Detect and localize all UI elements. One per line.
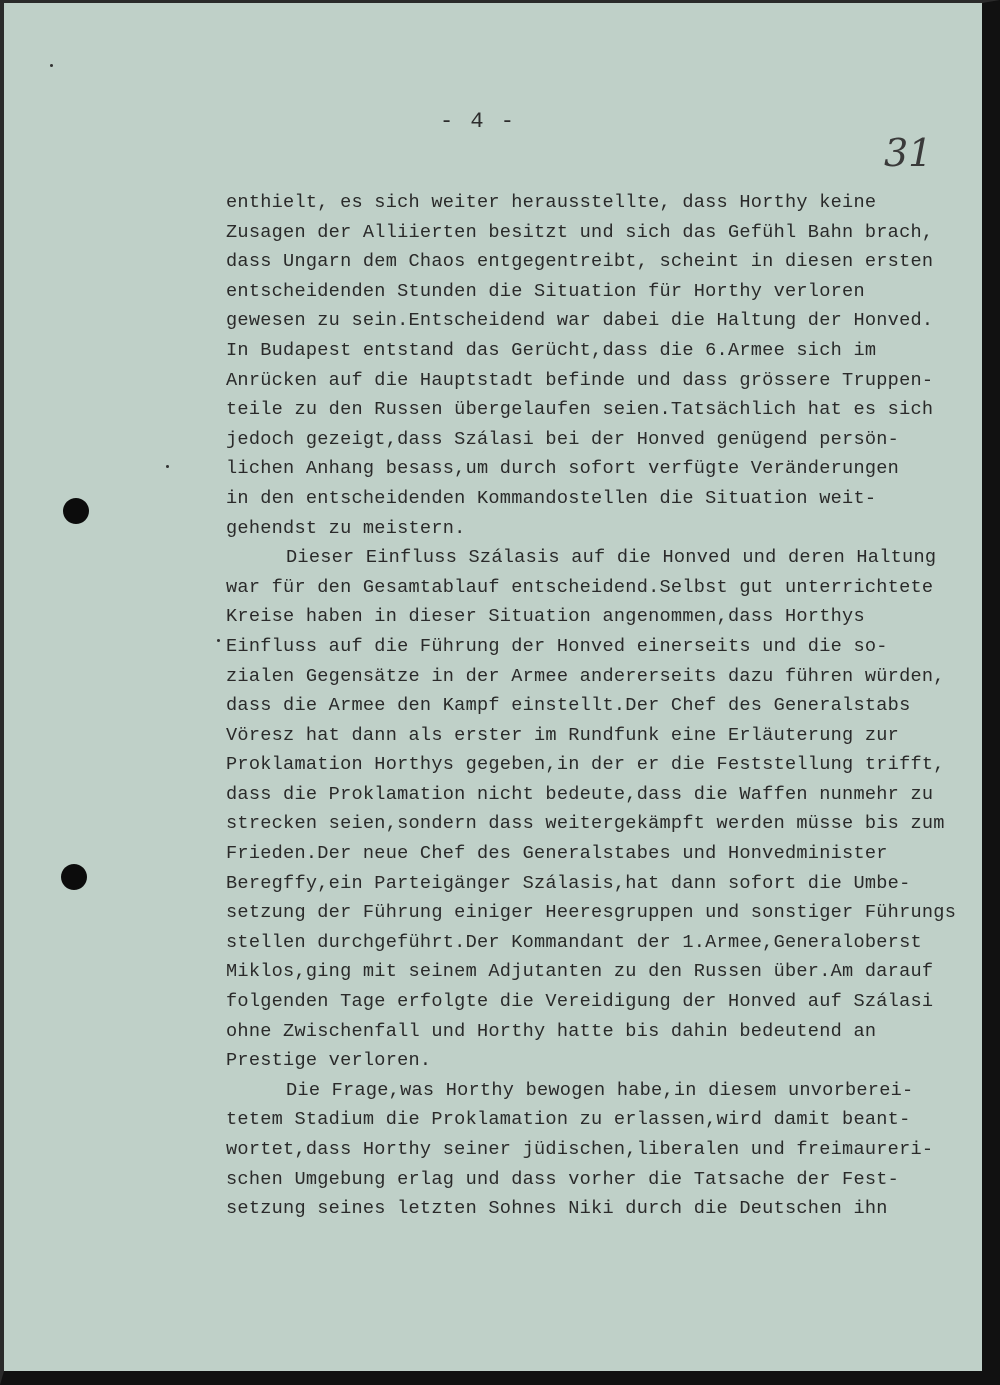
text-line: lichen Anhang besass,um durch sofort verfügte Veränderungen — [226, 458, 900, 480]
text-line: Kreise haben in dieser Situation angenommen,dass Horthys — [226, 606, 865, 628]
text-line: stellen durchgeführt.Der Kommandant der 1.Armee,Generaloberst — [226, 931, 922, 953]
text-line: Vöresz hat dann als erster im Rundfunk eine Erläuterung zur — [226, 724, 900, 746]
paper-speck — [217, 639, 220, 642]
text-line: entscheidenden Stunden die Situation für Horthy verloren — [226, 280, 865, 302]
text-line: in den entscheidenden Kommandostellen die Situation weit- — [226, 487, 877, 509]
punch-hole — [63, 498, 89, 524]
text-line: dass die Proklamation nicht bedeute,dass die Waffen nunmehr zu — [226, 783, 934, 805]
text-line: In Budapest entstand das Gerücht,dass die 6.Armee sich im — [226, 339, 877, 361]
punch-hole — [61, 864, 87, 890]
body-text — [226, 188, 996, 1224]
text-line: dass Ungarn dem Chaos entgegentreibt, scheint in diesen ersten — [226, 251, 934, 273]
text-line: Anrücken auf die Hauptstadt befinde und dass grössere Truppen- — [226, 369, 934, 391]
text-line: Dieser Einfluss Szálasis auf die Honved und deren Haltung — [286, 547, 937, 569]
text-line: Einfluss auf die Führung der Honved einerseits und die so- — [226, 635, 888, 657]
paper-speck — [166, 465, 169, 468]
page-number: - 4 - — [440, 109, 517, 134]
text-line: setzung der Führung einiger Heeresgruppen und sonstiger Führungs — [226, 902, 957, 924]
text-line: setzung seines letzten Sohnes Niki durch die Deutschen ihn — [226, 1198, 888, 1220]
text-line: Prestige verloren. — [226, 1050, 432, 1072]
text-line: teile zu den Russen übergelaufen seien.Tatsächlich hat es sich — [226, 399, 934, 421]
text-line: Frieden.Der neue Chef des Generalstabes und Honvedminister — [226, 843, 888, 865]
text-line: gehendst zu meistern. — [226, 517, 466, 539]
text-line: Zusagen der Alliierten besitzt und sich das Gefühl Bahn brach, — [226, 221, 934, 243]
text-line: tetem Stadium die Proklamation zu erlassen,wird damit beant- — [226, 1109, 911, 1131]
folio-number: 31 — [884, 131, 933, 175]
text-line: strecken seien,sondern dass weitergekämpft werden müsse bis zum — [226, 813, 945, 835]
text-line: zialen Gegensätze in der Armee andererseits dazu führen würden, — [226, 665, 945, 687]
text-line: war für den Gesamtablauf entscheidend.Selbst gut unterrichtete — [226, 576, 934, 598]
text-line: gewesen zu sein.Entscheidend war dabei die Haltung der Honved. — [226, 310, 934, 332]
text-line: Die Frage,was Horthy bewogen habe,in diesem unvorberei- — [286, 1079, 914, 1101]
paper-speck — [50, 64, 53, 67]
text-line: enthielt, es sich weiter herausstellte, dass Horthy keine — [226, 192, 877, 213]
text-line: ohne Zwischenfall und Horthy hatte bis dahin bedeutend an — [226, 1020, 877, 1042]
text-line: folgenden Tage erfolgte die Vereidigung der Honved auf Szálasi — [226, 991, 934, 1013]
text-line: schen Umgebung erlag und dass vorher die Tatsache der Fest- — [226, 1168, 900, 1190]
text-line: wortet,dass Horthy seiner jüdischen,liberalen und freimaureri- — [226, 1139, 934, 1160]
text-line: Miklos,ging mit seinem Adjutanten zu den Russen über.Am darauf — [226, 961, 934, 983]
text-line: Proklamation Horthys gegeben,in der er die Feststellung trifft, — [226, 754, 945, 776]
text-line: dass die Armee den Kampf einstellt.Der Chef des Generalstabs — [226, 695, 911, 717]
text-line: jedoch gezeigt,dass Szálasi bei der Honved genügend persön- — [226, 428, 900, 450]
text-line: Beregffy,ein Parteigänger Szálasis,hat dann sofort die Umbe- — [226, 872, 911, 894]
